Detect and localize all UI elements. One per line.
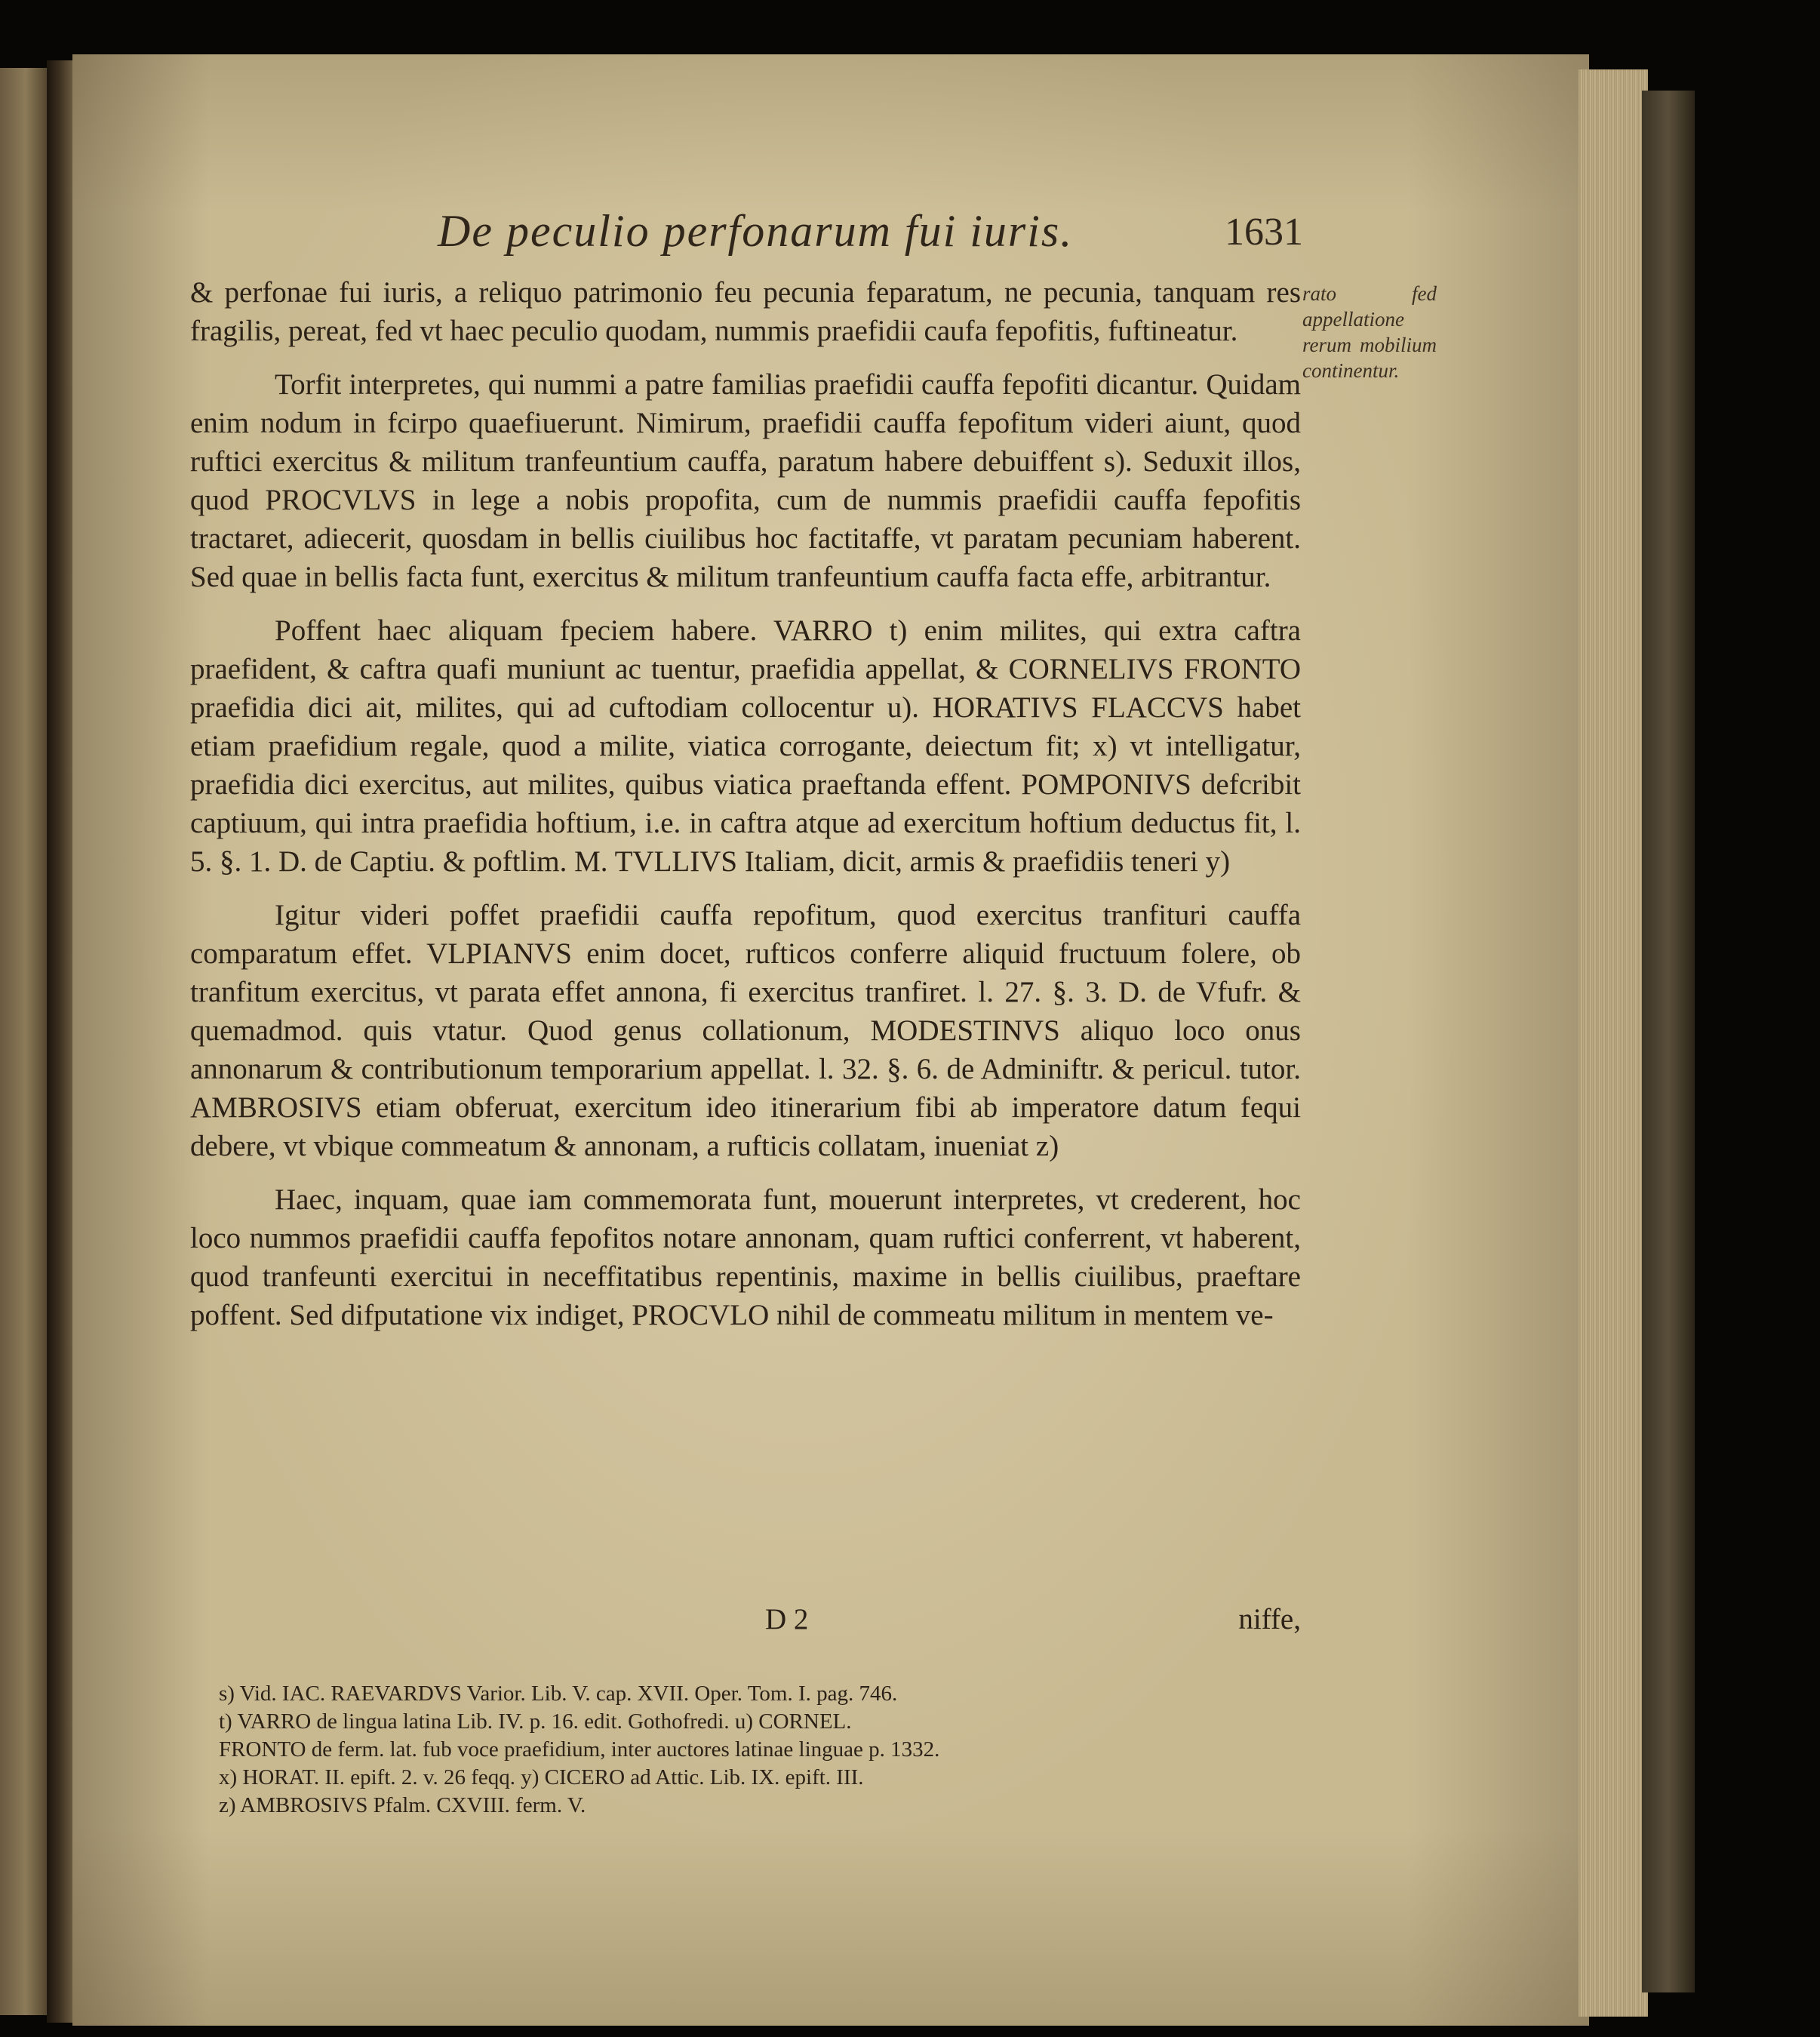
footnote: x) HORAT. II. epift. 2. v. 26 feqq. y) CICERO ad Attic. Lib. IX. epift. III. bbox=[219, 1765, 864, 1789]
footnote: FRONTO de ferm. lat. fub voce praefidium, inter auctores latinae linguae p. 1332. bbox=[219, 1737, 940, 1762]
book-gutter bbox=[47, 60, 74, 2023]
previous-page-edge bbox=[0, 68, 47, 2015]
footnote: z) AMBROSIVS Pfalm. CXVIII. ferm. V. bbox=[219, 1793, 586, 1817]
running-head: De peculio perfonarum fui iuris. bbox=[438, 206, 1074, 256]
paragraph: Haec, inquam, quae iam commemorata funt, mouerunt interpretes, vt crederent, hoc loco nummos praefidii cauffa fepofitos notare annonam, quam ruftici conferrent, vt haberent, quod tranfeunti exercitui in neceffitatibus repentinis, maxime in bellis ciuilibus, praeftare poffent. Sed difputatione vix indiget, PROCVLO nihil de commeatu militum in mentem ve- bbox=[190, 1183, 1301, 1331]
catchword: niffe, bbox=[1238, 1603, 1301, 1635]
page-number: 1631 bbox=[1225, 211, 1303, 254]
paragraph: & perfonae fui iuris, a reliquo patrimonio feu pecunia feparatum, ne pecunia, tanquam res fragilis, pereat, fed vt haec peculio quodam, nummis praefidii caufa fepofitis, fuftineatur. bbox=[190, 276, 1301, 347]
footnote: s) Vid. IAC. RAEVARDVS Varior. Lib. V. cap. XVII. Oper. Tom. I. pag. 746. bbox=[219, 1682, 898, 1706]
page-edges bbox=[1579, 69, 1648, 2017]
paragraph: Igitur videri poffet praefidii cauffa repofitum, quod exercitus tranfituri cauffa comparatum effet. VLPIANVS enim docet, rufticos conferre aliquid fructuum folere, ob tranfitum exercitus, vt parata effet annona, fi exercitus tranfiret. l. 27. §. 3. D. de Vfufr. & quemadmod. quis vtatur. Quod genus collationum, MODESTINVS aliquo loco onus annonarum & contributionum temporarium appellat. l. 32. §. 6. de Adminiftr. & pericul. tutor. AMBROSIVS etiam obferuat, exercitum ideo itinerarium fibi ab imperatore datum fequi debere, vt vbique commeatum & annonam, a rufticis collatam, inueniat z) bbox=[190, 899, 1301, 1162]
main-text bbox=[190, 273, 1301, 1349]
paragraph: Poffent haec aliquam fpeciem habere. VARRO t) enim milites, qui extra caftra praefident, & caftra quafi muniunt ac tuentur, praefidia appellat, & CORNELIVS FRONTO praefidia dici ait, milites, qui ad cuftodiam collocentur u). HORATIVS FLACCVS habet etiam praefidium regale, quod a milite, viatica corrogante, deiectum fit; x) vt intelligatur, praefidia dici exercitus, aut milites, quibus viatica praeftanda effent. POMPONIVS defcribit captiuum, qui intra praefidia hoftium, i.e. in caftra atque ad exercitum hoftium deductus fit, l. 5. §. 1. D. de Captiu. & poftlim. M. TVLLIVS Italiam, dicit, armis & praefidiis teneri y) bbox=[190, 614, 1301, 878]
footnotes bbox=[219, 1680, 1298, 1820]
paragraph: Torfit interpretes, qui nummi a patre familias praefidii cauffa fepofiti dicantur. Quidam enim nodum in fcirpo quaefiuerunt. Nimirum, praefidii cauffa fepofitum videri aiunt, quod ruftici exercitus & militum tranfeuntium cauffa, paratum habere debuiffent s). Seduxit illos, quod PROCVLVS in lege a nobis propofita, cum de nummis praefidii cauffa fepofitis tractaret, adiecerit, quosdam in bellis ciuilibus hoc factitaffe, vt paratam pecuniam haberent. Sed quae in bellis facta funt, exercitus & militum tranfeuntium cauffa facta effe, arbitrantur. bbox=[190, 368, 1301, 593]
footnote: t) VARRO de lingua latina Lib. IV. p. 16. edit. Gothofredi. u) CORNEL. bbox=[219, 1709, 852, 1734]
signature-mark: D 2 bbox=[765, 1603, 809, 1635]
marginal-note: rato fed appellatione rerum mobilium continentur. bbox=[1302, 282, 1437, 382]
book-cover-edge bbox=[1642, 91, 1695, 1992]
